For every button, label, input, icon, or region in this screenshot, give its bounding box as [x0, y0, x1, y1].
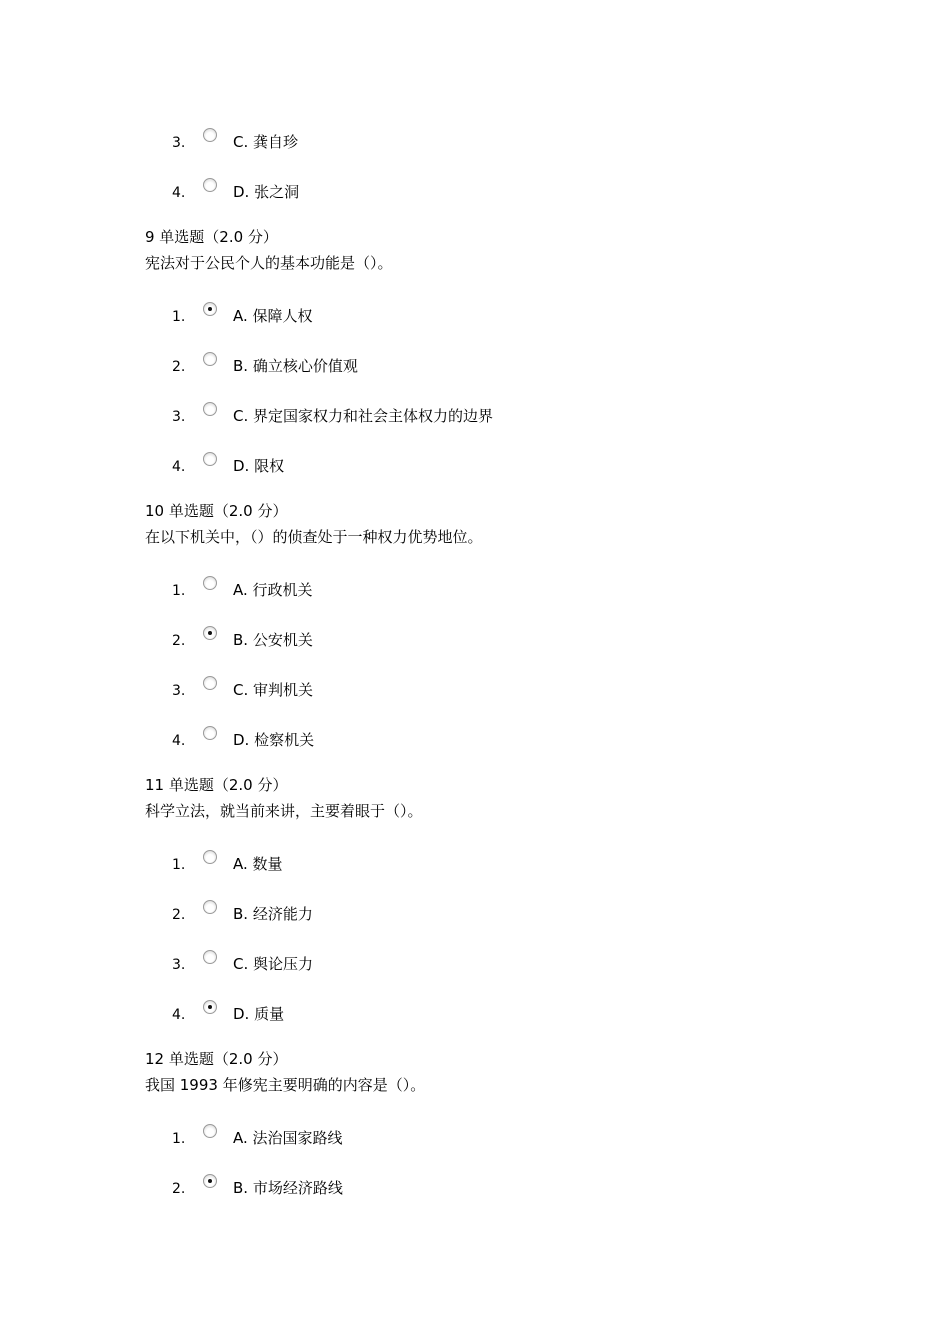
option-number: 1.	[172, 583, 186, 599]
option-row[interactable]	[0, 1000, 900, 1024]
option-row[interactable]	[0, 726, 900, 750]
option-label: A. 数量	[233, 855, 283, 873]
option-row[interactable]	[0, 676, 900, 700]
radio-button[interactable]	[203, 1174, 217, 1188]
radio-button[interactable]	[203, 1000, 217, 1014]
option-label: A. 行政机关	[233, 581, 313, 599]
option-number: 3.	[172, 957, 186, 973]
option-number: 1.	[172, 309, 186, 325]
question-stem: 在以下机关中，（）的侦查处于一种权力优势地位。	[145, 528, 483, 546]
question-header: 9 单选题（2.0 分）	[145, 228, 278, 246]
option-row[interactable]	[0, 626, 900, 650]
option-label: A. 法治国家路线	[233, 1129, 343, 1147]
option-row[interactable]	[0, 1124, 900, 1148]
option-number: 3.	[172, 683, 186, 699]
radio-button[interactable]	[203, 900, 217, 914]
option-label: D. 质量	[233, 1005, 285, 1023]
radio-button[interactable]	[203, 576, 217, 590]
option-number: 1.	[172, 857, 186, 873]
option-row[interactable]	[0, 402, 900, 426]
question-stem: 我国 1993 年修宪主要明确的内容是（）。	[145, 1076, 426, 1094]
option-label: D. 张之洞	[233, 183, 300, 201]
radio-button[interactable]	[203, 452, 217, 466]
radio-button[interactable]	[203, 1124, 217, 1138]
option-number: 2.	[172, 359, 186, 375]
question-header: 12 单选题（2.0 分）	[145, 1050, 288, 1068]
option-label: A. 保障人权	[233, 307, 313, 325]
option-number: 4.	[172, 459, 186, 475]
option-number: 3.	[172, 135, 186, 151]
option-number: 4.	[172, 185, 186, 201]
option-row[interactable]	[0, 576, 900, 600]
option-label: B. 经济能力	[233, 905, 313, 923]
option-label: C. 审判机关	[233, 681, 314, 699]
option-label: C. 界定国家权力和社会主体权力的边界	[233, 407, 494, 425]
option-label: B. 公安机关	[233, 631, 313, 649]
radio-button[interactable]	[203, 352, 217, 366]
radio-button[interactable]	[203, 178, 217, 192]
option-row[interactable]	[0, 178, 900, 202]
option-number: 2.	[172, 633, 186, 649]
option-label: D. 检察机关	[233, 731, 315, 749]
question-stem: 宪法对于公民个人的基本功能是（）。	[145, 254, 393, 272]
radio-button[interactable]	[203, 128, 217, 142]
radio-button[interactable]	[203, 726, 217, 740]
radio-button[interactable]	[203, 626, 217, 640]
radio-button[interactable]	[203, 302, 217, 316]
option-number: 3.	[172, 409, 186, 425]
question-header: 10 单选题（2.0 分）	[145, 502, 288, 520]
radio-button[interactable]	[203, 850, 217, 864]
radio-button[interactable]	[203, 676, 217, 690]
option-label: B. 确立核心价值观	[233, 357, 358, 375]
option-number: 4.	[172, 1007, 186, 1023]
question-stem: 科学立法，就当前来讲，主要着眼于（）。	[145, 802, 423, 820]
option-label: B. 市场经济路线	[233, 1179, 343, 1197]
question-header: 11 单选题（2.0 分）	[145, 776, 288, 794]
option-number: 1.	[172, 1131, 186, 1147]
option-label: C. 龚自珍	[233, 133, 299, 151]
option-number: 2.	[172, 907, 186, 923]
radio-button[interactable]	[203, 950, 217, 964]
option-row[interactable]	[0, 352, 900, 376]
option-row[interactable]	[0, 302, 900, 326]
option-label: D. 限权	[233, 457, 285, 475]
option-row[interactable]	[0, 950, 900, 974]
option-row[interactable]	[0, 1174, 900, 1198]
option-row[interactable]	[0, 850, 900, 874]
option-row[interactable]	[0, 128, 900, 152]
radio-button[interactable]	[203, 402, 217, 416]
option-row[interactable]	[0, 900, 900, 924]
option-number: 4.	[172, 733, 186, 749]
option-row[interactable]	[0, 452, 900, 476]
option-label: C. 舆论压力	[233, 955, 314, 973]
option-number: 2.	[172, 1181, 186, 1197]
